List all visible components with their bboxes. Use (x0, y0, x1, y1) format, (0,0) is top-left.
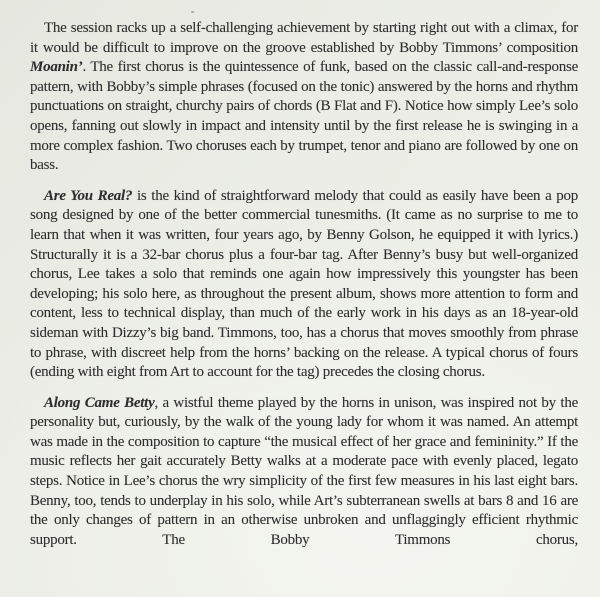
page-text (30, 19, 578, 550)
paragraph (30, 394, 578, 551)
text-segment: . The first chorus is the quintessence of funk, based on the classic call-and-response pattern, with Bobby’s simple phrases (focused on the tonic) answered by the horns and rhythm punctuations on straight, churchy pairs of chords (B Flat and F). Notice how simply Lee’s solo opens, fanning out slowly in impact and intensity until by the first release he is swinging in a more complex fashion. Two choruses each by trumpet, tenor and piano are followed by one on bass. (30, 59, 578, 174)
song-title-emphasis: Are You Real? (44, 187, 133, 204)
text-segment: , a wistful theme played by the horns in unison, was inspired not by the personality but, curiously, by the walk of the young lady for whom it was named. An attempt was made in the composition to capture “the musical effect of her grace and femininity.” If the music reflects her gait accurately Betty walks at a moderate pace with evenly placed, legato steps. Notice in Lee’s chorus the wry simplicity of the first few measures in his last eight bars. Benny, too, tends to underplay in his solo, while Art’s subterranean swells at bars 8 and 16 are the only changes of pattern in an otherwise unbroken and unflaggingly efficient rhythmic support. The Bobby Timmons chorus, (30, 394, 579, 548)
song-title-emphasis: Along Came Betty (44, 394, 155, 411)
text-segment: The session racks up a self-challenging achievement by starting right out with a climax, for it would be difficult to improve on the groove established by Bobby Timmons’ composition (30, 20, 578, 56)
song-title-emphasis: Moanin’ (30, 59, 83, 76)
paragraph (30, 187, 578, 383)
paragraph (30, 19, 578, 176)
text-segment: is the kind of straightforward melody that could as easily have been a pop song designed by one of the better commercial tunesmiths. (It came as no surprise to me to learn that when it was written, four years ago, by Benny Golson, he equipped it with lyrics.) Structurally it is a 32-bar chorus plus a four-bar tag. After Benny’s busy but well-organized chorus, Lee takes a solo that reminds one again how impressively this youngster has been developing; his solo here, as throughout the present album, shows more attention to form and content, less to technical display, than much of the early work in his days as an 18-year-old sideman with Dizzy’s big band. Timmons, too, has a chorus that moves smoothly from phrase to phrase, with discreet help from the horns’ backing on the release. A typical chorus of fours (ending with eight from Art to account for the tag) precedes the closing chorus. (30, 187, 579, 381)
scan-speck-artifact (191, 11, 194, 13)
